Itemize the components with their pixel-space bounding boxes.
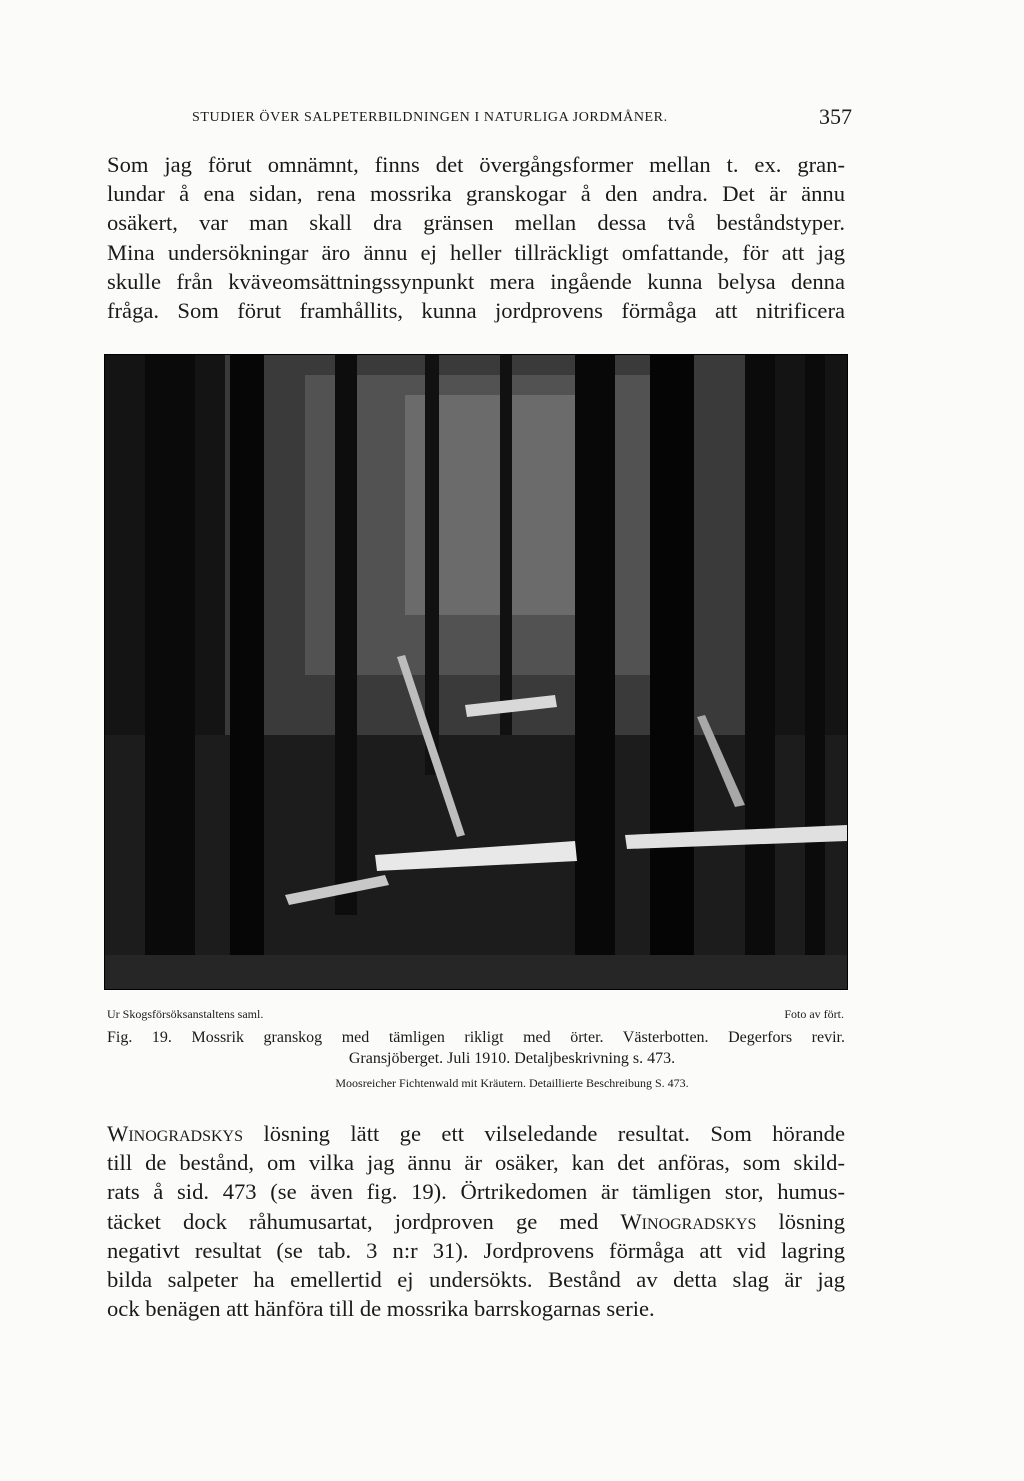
text-line: till de bestånd, om vilka jag ännu är osäker, kan det anföras, som skild- xyxy=(107,1150,845,1176)
forest-illustration xyxy=(105,355,847,989)
running-header xyxy=(192,104,852,138)
page-number: 357 xyxy=(819,104,852,129)
text-line: fråga. Som förut framhållits, kunna jordprovens förmåga att nitrificera xyxy=(107,298,845,324)
photo-credit-source: Ur Skogsförsöksanstaltens saml. xyxy=(107,1007,264,1021)
text-line: Mina undersökningar äro ännu ej heller tillräckligt omfattande, för att jag xyxy=(107,239,845,265)
text-fragment: täcket dock råhumusartat, jordproven ge med xyxy=(107,1208,621,1234)
author-name: Winogradskys xyxy=(620,1208,757,1234)
paragraph-top xyxy=(107,150,845,325)
header-title: STUDIER ÖVER SALPETERBILDNINGEN I NATURLIGA JORDMÅNER. xyxy=(192,110,668,125)
text-line: osäkert, var man skall dra gränsen mellan dessa två beståndstyper. xyxy=(107,210,845,236)
figure-caption-continued: Gransjöberget. Juli 1910. Detaljbeskrivning s. 473. xyxy=(348,1050,676,1067)
text-line: negativt resultat (se tab. 3 n:r 31). Jordprovens förmåga att vid lagring xyxy=(107,1237,845,1263)
text-line: Som jag förut omnämnt, finns det övergångsformer mellan t. ex. gran- xyxy=(107,152,845,177)
figure-caption: Fig. 19. Mossrik granskog med tämligen rikligt med örter. Västerbotten. Degerfors revir. xyxy=(107,1029,845,1046)
forest-photograph xyxy=(104,354,848,990)
figure-caption-german: Moosreicher Fichtenwald mit Kräutern. Detaillierte Beschreibung S. 473. xyxy=(335,1076,689,1090)
text-line: rats å sid. 473 (se även fig. 19). Örtrikedomen är tämligen stor, humus- xyxy=(107,1179,845,1205)
text-fragment: lösning xyxy=(756,1208,846,1234)
text-fragment: lösning lätt ge ett vilseledande resultat. Som hörande xyxy=(243,1121,845,1146)
text-line xyxy=(107,1207,845,1236)
text-line: lundar å ena sidan, rena mossrika granskogar å den andra. Det är ännu xyxy=(107,181,845,207)
text-line xyxy=(107,1119,845,1148)
photo-credit-author: Foto av fört. xyxy=(784,1007,844,1021)
text-line: bilda salpeter ha emellertid ej undersökts. Bestånd av detta slag är jag xyxy=(107,1267,845,1293)
author-name: Winogradskys xyxy=(107,1121,244,1146)
paragraph-bottom xyxy=(107,1119,845,1323)
text-line: ock benägen att hänföra till de mossrika barrskogarnas serie. xyxy=(107,1296,655,1322)
text-line: skulle från kväveomsättningssynpunkt mera ingående kunna belysa denna xyxy=(107,268,845,294)
